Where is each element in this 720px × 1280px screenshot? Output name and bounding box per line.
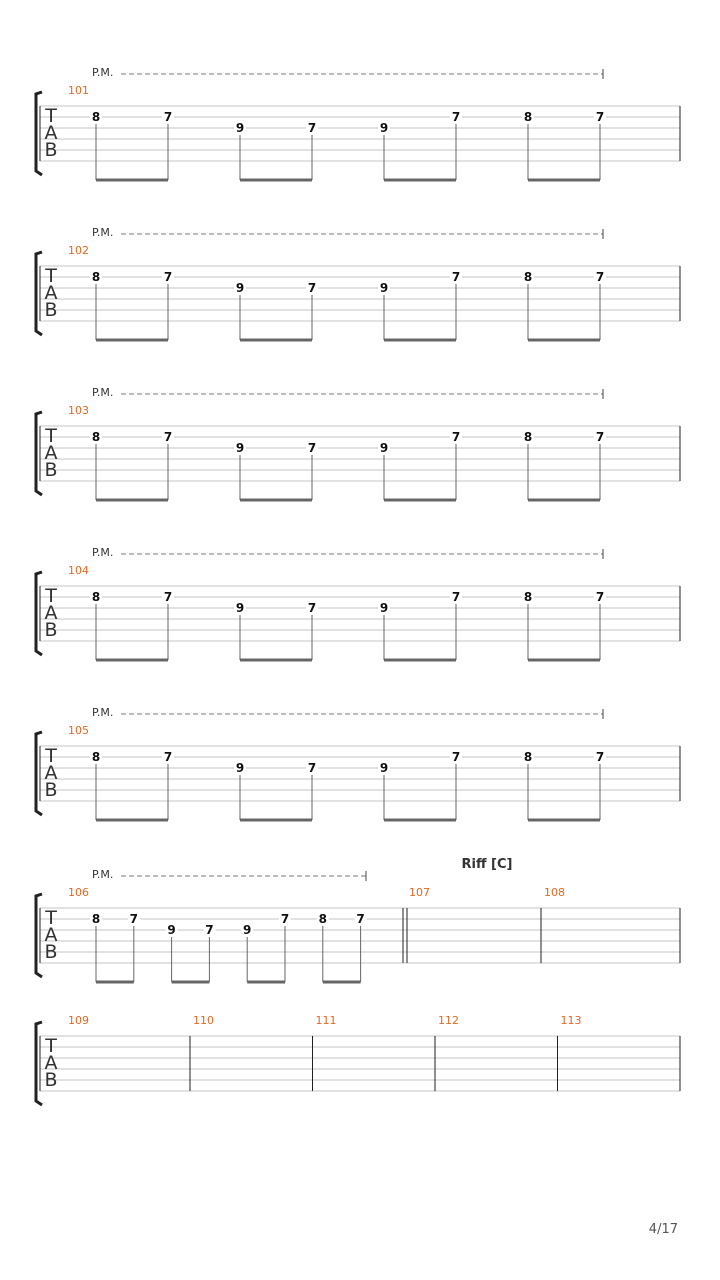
tab-clef-letter: T [45,745,57,767]
tab-clef-letter: B [44,139,58,161]
palm-mute-label: P.M. [92,868,114,881]
fret-number: 7 [163,750,173,764]
fret-number: 8 [91,750,101,764]
tab-system [36,857,680,982]
system-bracket [36,894,42,977]
fret-number: 8 [523,270,533,284]
fret-number: 8 [523,110,533,124]
fret-number: 7 [205,923,214,937]
fret-number: 9 [243,923,252,937]
fret-number: 7 [163,430,173,444]
fret-number: 7 [163,590,173,604]
tab-system [36,1014,680,1105]
tab-system [36,226,680,340]
palm-mute-label: P.M. [92,66,114,79]
section-label: Riff [C] [461,857,513,872]
measure-number: 112 [438,1014,459,1027]
fret-number: 9 [379,281,389,295]
tab-clef-letter: T [45,265,57,287]
fret-number: 9 [379,121,389,135]
measure-number: 104 [68,564,89,577]
tab-system [36,706,680,820]
fret-number: 7 [307,761,317,775]
tab-system [36,66,680,180]
fret-number: 7 [163,270,173,284]
fret-number: 7 [307,601,317,615]
tab-system [36,386,680,500]
fret-number: 7 [280,912,290,926]
fret-number: 7 [451,430,461,444]
tab-clef-letter: T [45,1035,57,1057]
tab-clef-letter: T [45,105,57,127]
fret-number: 8 [523,590,533,604]
system-bracket [36,252,42,335]
measure-number: 106 [68,886,89,899]
tab-clef-letter: B [44,459,58,481]
tab-clef-letter: A [44,122,58,144]
fret-number: 7 [356,912,365,926]
tab-clef-letter: T [45,585,57,607]
tab-clef-letter: T [45,907,57,929]
fret-number: 7 [595,590,605,604]
tab-system [36,546,680,660]
fret-number: 9 [235,441,245,455]
fret-number: 9 [235,761,245,775]
system-bracket [36,732,42,815]
page-number: 4/17 [648,1222,678,1237]
fret-number: 8 [91,590,101,604]
fret-number: 9 [379,441,389,455]
fret-number: 7 [307,121,317,135]
fret-number: 8 [91,270,101,284]
fret-number: 8 [91,430,101,444]
fret-number: 7 [595,110,605,124]
fret-number: 9 [167,923,176,937]
measure-number: 101 [68,84,89,97]
fret-number: 9 [379,761,389,775]
palm-mute-label: P.M. [92,386,114,399]
tab-clef-letter: A [44,762,58,784]
measure-number: 110 [193,1014,214,1027]
fret-number: 8 [91,912,101,926]
fret-number: 9 [235,281,245,295]
system-bracket [36,92,42,175]
tab-clef-letter: B [44,1069,58,1091]
measure-number: 113 [560,1014,582,1027]
fret-number: 9 [235,121,245,135]
tab-clef-letter: A [44,924,58,946]
fret-number: 7 [451,750,461,764]
measure-number: 105 [68,724,89,737]
tab-clef-letter: A [44,282,58,304]
fret-number: 7 [129,912,138,926]
measure-number: 111 [315,1014,337,1027]
tab-clef-letter: B [44,299,58,321]
palm-mute-label: P.M. [92,226,114,239]
fret-number: 8 [318,912,327,926]
tab-clef-letter: B [44,941,58,963]
fret-number: 8 [523,750,533,764]
measure-number: 107 [409,886,430,899]
measure-number: 103 [68,404,89,417]
system-bracket [36,572,42,655]
system-bracket [36,1022,42,1105]
fret-number: 7 [451,110,461,124]
fret-number: 7 [595,430,605,444]
tab-clef-letter: A [44,602,58,624]
tab-clef-letter: A [44,442,58,464]
fret-number: 7 [451,270,461,284]
fret-number: 9 [235,601,245,615]
tab-clef-letter: T [45,425,57,447]
tab-clef-letter: B [44,779,58,801]
fret-number: 7 [163,110,173,124]
measure-number: 108 [544,886,565,899]
fret-number: 7 [451,590,461,604]
fret-number: 7 [595,750,605,764]
fret-number: 8 [523,430,533,444]
fret-number: 7 [307,281,317,295]
tab-clef-letter: A [44,1052,58,1074]
tab-clef-letter: B [44,619,58,641]
fret-number: 7 [595,270,605,284]
fret-number: 8 [91,110,101,124]
measure-number: 102 [68,244,89,257]
palm-mute-label: P.M. [92,546,114,559]
fret-number: 9 [379,601,389,615]
fret-number: 7 [307,441,317,455]
system-bracket [36,412,42,495]
palm-mute-label: P.M. [92,706,114,719]
measure-number: 109 [68,1014,89,1027]
